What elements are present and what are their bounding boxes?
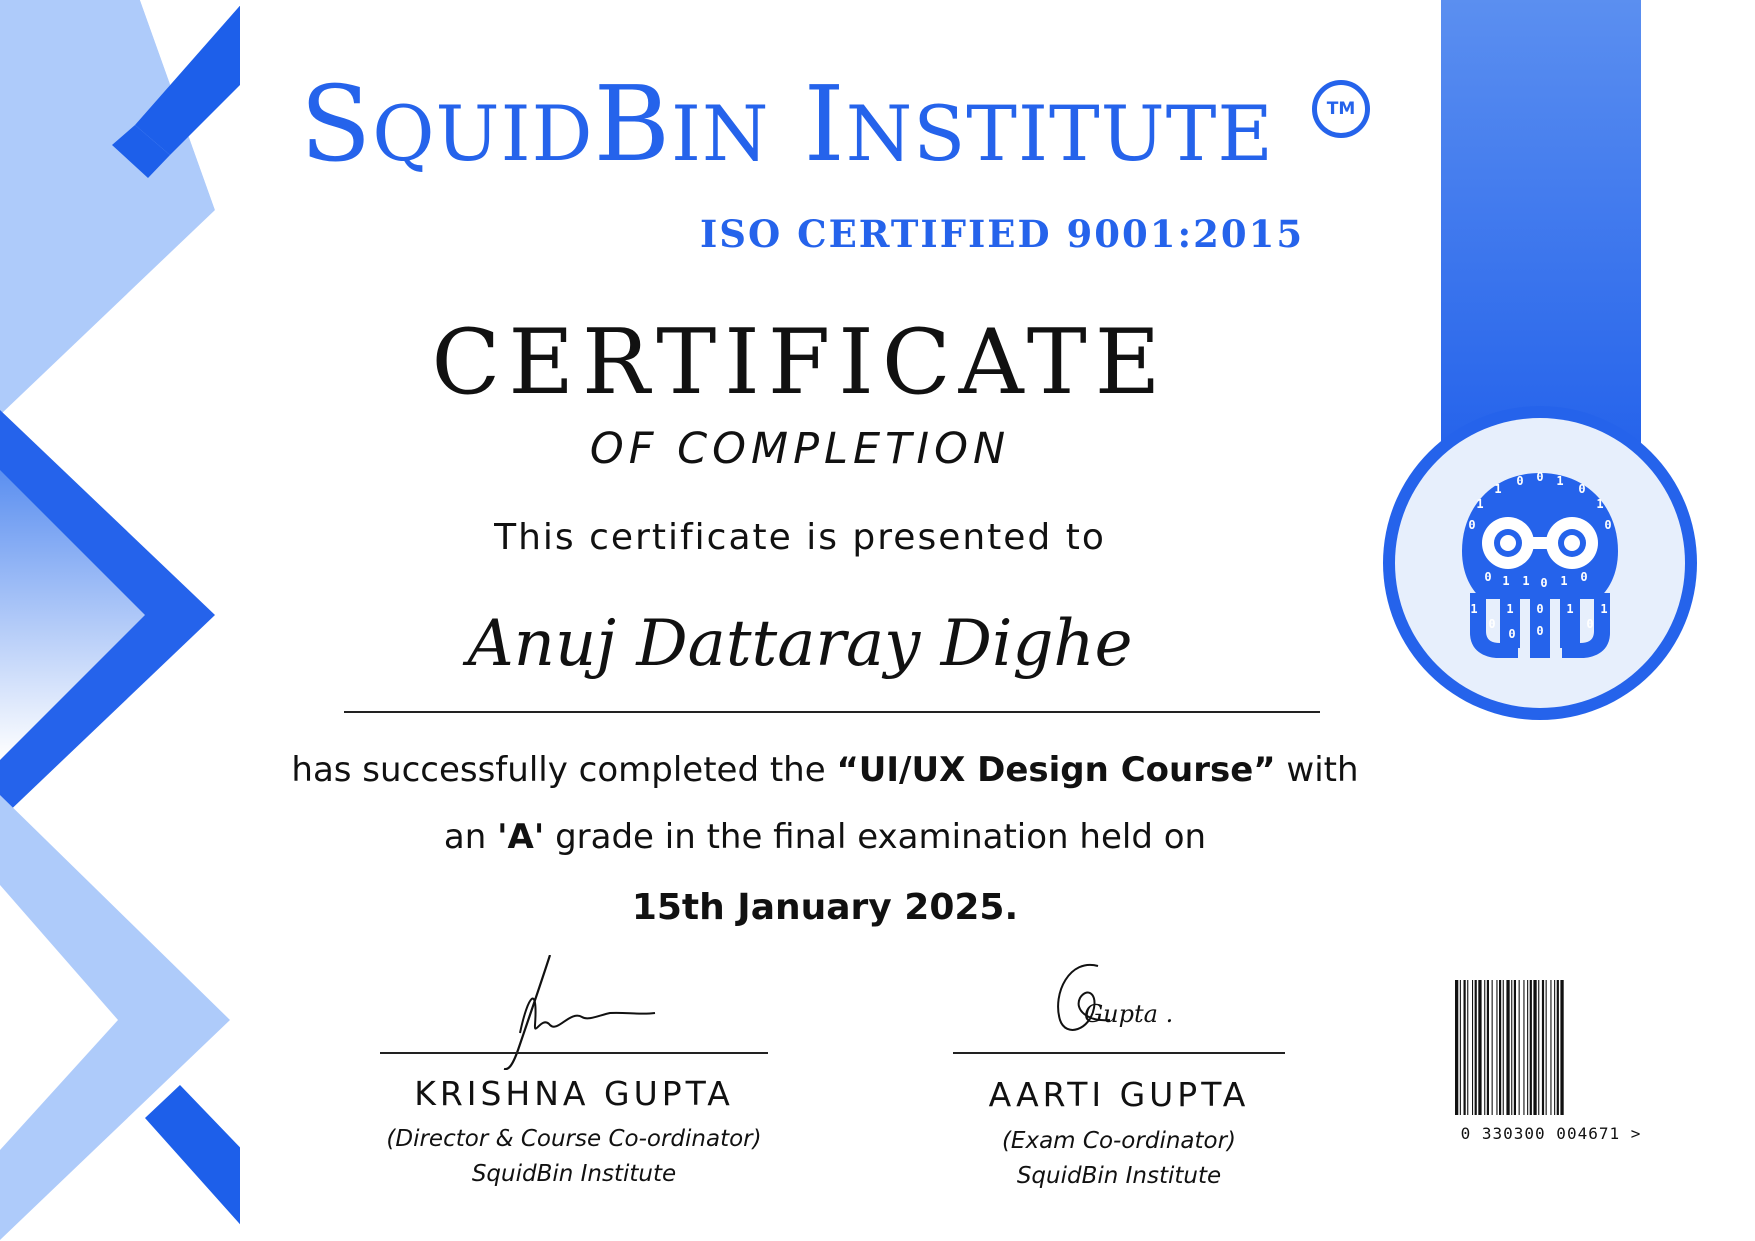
barcode-bar <box>1464 980 1466 1115</box>
binary-digit: 0 <box>1536 624 1544 638</box>
binary-digit: 1 <box>1522 574 1530 588</box>
signatory-1-role: (Director & Course Co-ordinator) <box>386 1126 762 1152</box>
binary-digit: 1 <box>1494 482 1502 496</box>
barcode-graphic <box>1453 980 1638 1120</box>
presented-to-text: This certificate is presented to <box>494 517 1106 558</box>
barcode-bar <box>1560 980 1563 1115</box>
barcode-bar <box>1496 980 1497 1115</box>
left-chevron-decoration <box>0 0 240 1241</box>
signatory-1-org: SquidBin Institute <box>471 1161 677 1187</box>
barcode-number: 0 330300 004671 > <box>1460 1124 1642 1143</box>
binary-digit: 1 <box>1600 602 1608 616</box>
completion-statement: has successfully completed the “UI/UX Design Course” with <box>291 750 1359 790</box>
binary-digit: 1 <box>1470 602 1478 616</box>
barcode-bar <box>1514 980 1516 1115</box>
binary-digit: 0 <box>1488 617 1496 631</box>
recipient-underline <box>344 711 1320 713</box>
signatory-2-role: (Exam Co-ordinator) <box>1001 1128 1237 1154</box>
ribbon-strip <box>1441 0 1641 450</box>
barcode-bar <box>1484 980 1485 1115</box>
barcode-bar <box>1511 980 1512 1115</box>
barcode-bar <box>1487 980 1489 1115</box>
binary-digit: 0 <box>1468 518 1476 532</box>
trademark-badge: TM <box>1312 80 1370 138</box>
barcode-bar <box>1550 980 1551 1115</box>
barcode-bar <box>1538 980 1539 1115</box>
binary-digit: 0 <box>1536 470 1544 484</box>
binary-digit: 1 <box>1560 574 1568 588</box>
certificate-subtitle: OF COMPLETION <box>589 424 1011 474</box>
signatory-2-name: AARTI GUPTA <box>988 1075 1250 1114</box>
signatory-2-org: SquidBin Institute <box>1016 1163 1222 1189</box>
barcode-bar <box>1519 980 1520 1115</box>
certificate-title: CERTIFICATE <box>431 310 1169 415</box>
binary-digit: 0 <box>1536 602 1544 616</box>
institute-name: SQUIDBIN INSTITUTE <box>300 63 1274 185</box>
binary-digit: 0 <box>1580 570 1588 584</box>
binary-digit: 1 <box>1566 602 1574 616</box>
barcode-bar <box>1530 980 1532 1115</box>
binary-digit: 0 <box>1578 482 1586 496</box>
signature-aarti-text: Gupta . <box>1084 1000 1174 1028</box>
binary-digit: 1 <box>1596 497 1604 511</box>
barcode-bar <box>1503 980 1504 1115</box>
barcode-bar <box>1472 980 1473 1115</box>
grade-statement: an 'A' grade in the final examination held on <box>443 817 1207 857</box>
binary-digit: 0 <box>1484 570 1492 584</box>
binary-digit: 1 <box>1476 497 1484 511</box>
barcode-bar <box>1506 980 1509 1115</box>
binary-digit: 0 <box>1516 474 1524 488</box>
barcode-bar <box>1467 980 1468 1115</box>
binary-digit: 1 <box>1556 474 1564 488</box>
barcode-bar <box>1499 980 1501 1115</box>
iso-certification: ISO CERTIFIED 9001:2015 <box>700 212 1305 256</box>
barcode-bar <box>1554 980 1555 1115</box>
barcode-bar <box>1523 980 1524 1115</box>
barcode-bar <box>1546 980 1547 1115</box>
signatory-1-name: KRISHNA GUPTA <box>414 1074 734 1113</box>
barcode-bar <box>1527 980 1528 1115</box>
grade-value: 'A' <box>497 817 545 857</box>
squid-logo-icon <box>1440 463 1640 663</box>
barcode-bar <box>1533 980 1536 1115</box>
barcode-bar <box>1542 980 1544 1115</box>
binary-digit: 0 <box>1604 518 1612 532</box>
binary-digit: 0 <box>1586 617 1594 631</box>
barcode-bar <box>1475 980 1477 1115</box>
binary-digit: 0 <box>1540 576 1548 590</box>
binary-digit: 1 <box>1506 602 1514 616</box>
binary-digit: 1 <box>1502 574 1510 588</box>
signature-line-2 <box>953 1052 1285 1054</box>
exam-date: 15th January 2025. <box>631 887 1019 928</box>
barcode-bar <box>1557 980 1559 1115</box>
course-name: “UI/UX Design Course” <box>836 750 1276 790</box>
recipient-name: Anuj Dattaray Dighe <box>467 607 1133 681</box>
barcode-bar <box>1460 980 1461 1115</box>
barcode-bar <box>1492 980 1493 1115</box>
barcode-bar <box>1455 980 1458 1115</box>
barcode-bar <box>1478 980 1481 1115</box>
signature-line-1 <box>380 1052 768 1054</box>
binary-digit: 0 <box>1508 627 1516 641</box>
